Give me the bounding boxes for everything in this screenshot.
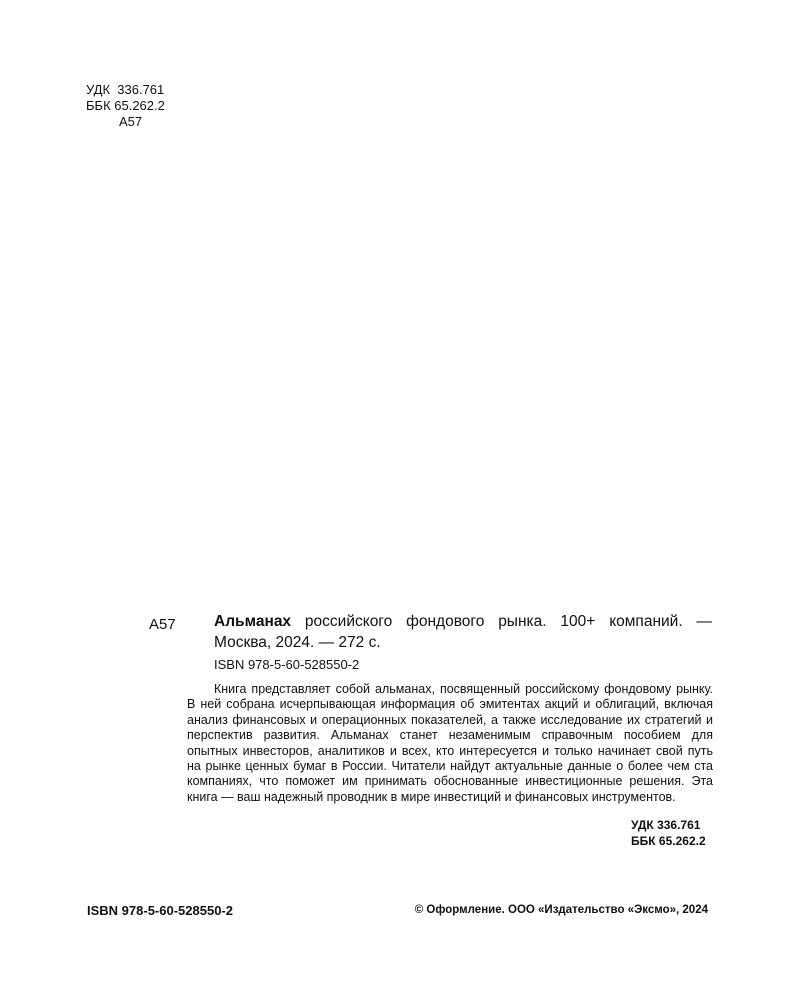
title-rest: российского фондового рынка. 100+ компаний. — Москва, 2024. — 272 с. bbox=[214, 613, 712, 651]
bbk-code-bottom: ББК 65.262.2 bbox=[631, 834, 706, 848]
classification-codes-bottom bbox=[631, 817, 706, 849]
classification-codes-top bbox=[86, 82, 165, 130]
catalog-entry-isbn: ISBN 978-5-60-528550-2 bbox=[214, 657, 360, 672]
annotation-text: Книга представляет собой альманах, посвященный российскому фондовому рынку. В ней собрана исчерпывающая информация об эмитентах акций и облигаций, включая анализ финансовых и операционных показателей, а также исследование их стратегий и перспектив развития. Альманах станет незаменимым справочным пособием для опытных инвесторов, аналитиков и всех, кто интересуется и только начинает свой путь на рынке ценных бумаг в России. Читатели найдут актуальные данные о более чем ста компаниях, что поможет им принимать обоснованные инвестиционные решения. Эта книга — ваш надежный проводник в мире инвестиций и финансовых инструментов. bbox=[187, 682, 713, 804]
udk-code: УДК 336.761 bbox=[86, 82, 165, 97]
bbk-code: ББК 65.262.2 bbox=[86, 98, 165, 113]
udk-code-bottom: УДК 336.761 bbox=[631, 818, 701, 832]
title-bold: Альманах bbox=[214, 613, 292, 630]
author-mark: А57 bbox=[119, 114, 143, 129]
footer-copyright: © Оформление. ООО «Издательство «Эксмо», 2024 bbox=[414, 904, 708, 916]
catalog-entry-code: А57 bbox=[149, 616, 176, 633]
catalog-entry-title bbox=[214, 611, 712, 653]
footer-isbn: ISBN 978-5-60-528550-2 bbox=[87, 903, 233, 918]
